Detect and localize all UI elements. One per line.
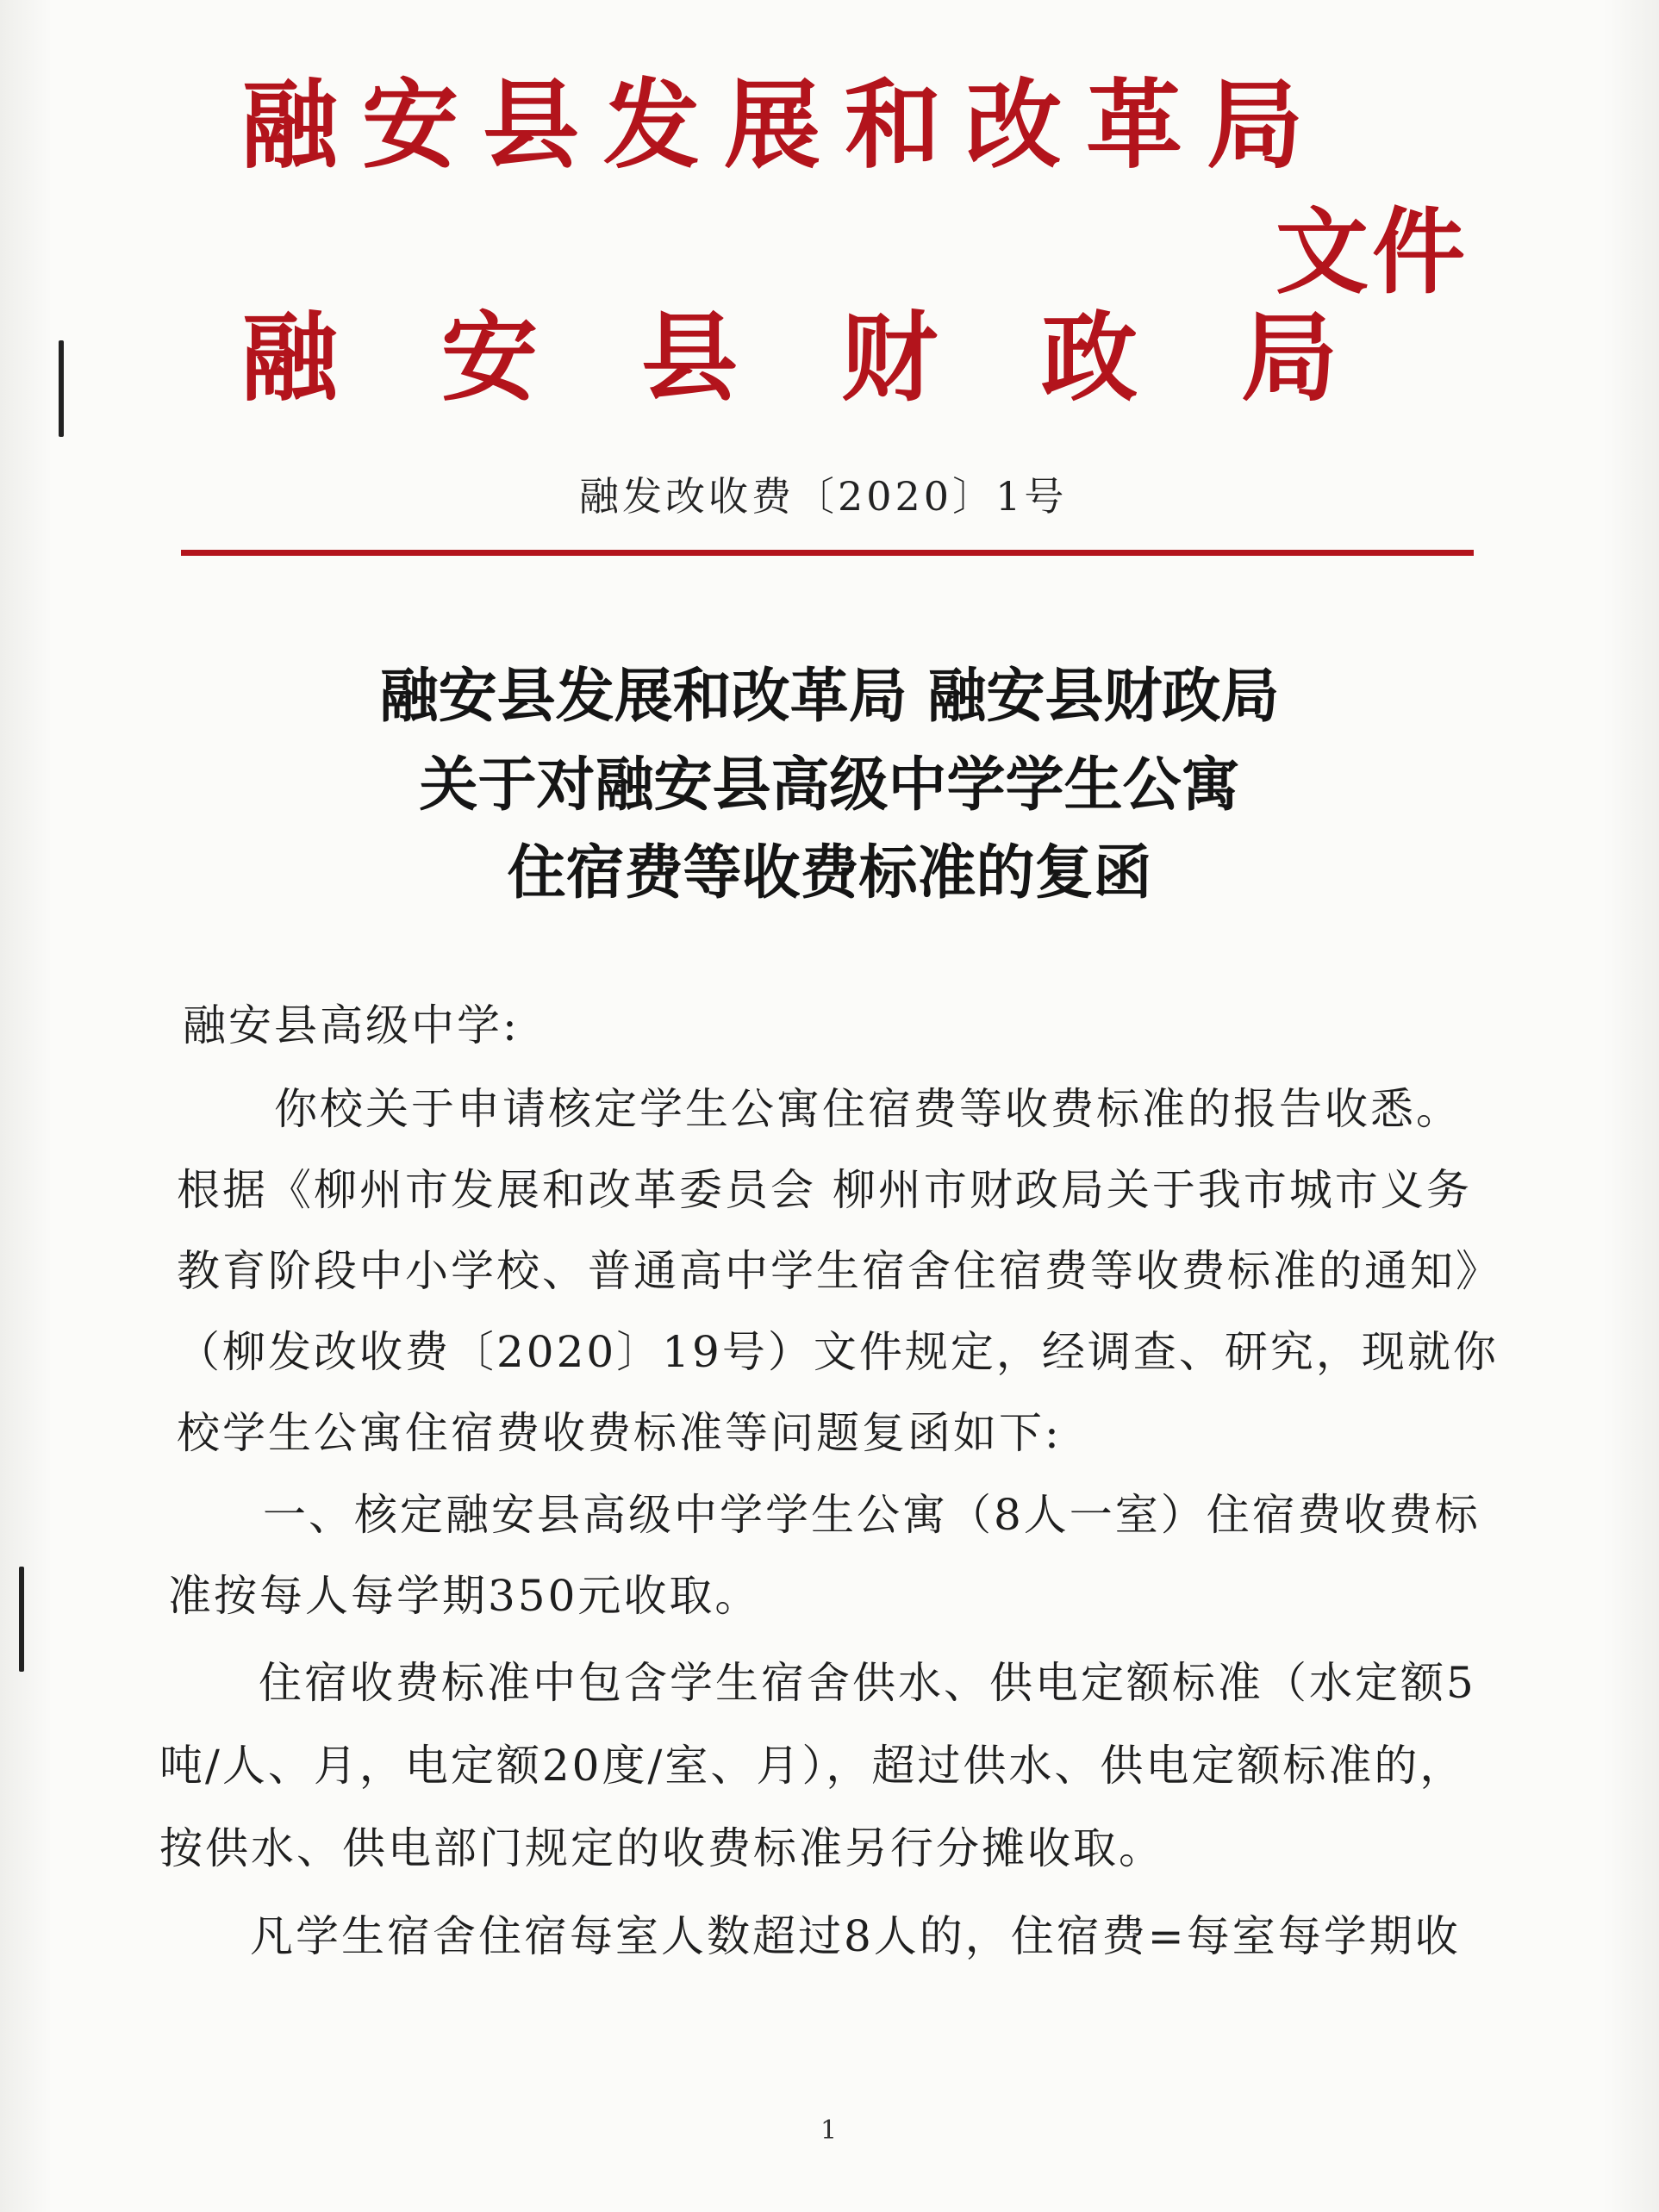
body-line: （柳发改收费〔2020〕19号）文件规定，经调查、研究，现就你	[177, 1327, 1499, 1377]
body-line: 教育阶段中小学校、普通高中学生宿舍住宿费等收费标准的通知》	[177, 1246, 1501, 1296]
red-separator-line	[181, 550, 1474, 556]
document-title-line-3: 住宿费等收费标准的复函	[507, 839, 1152, 907]
body-line: 住宿收费标准中包含学生宿舍供水、供电定额标准（水定额5	[259, 1658, 1476, 1708]
body-line: 吨/人、月，电定额20度/室、月），超过供水、供电定额标准的，	[159, 1741, 1466, 1791]
body-line: 准按每人每学期350元收取。	[168, 1571, 761, 1621]
agency-name-development-reform: 融安县发展和改革局	[241, 70, 1327, 182]
salutation: 融安县高级中学:	[183, 1000, 520, 1050]
document-number: 融发改收费〔2020〕1号	[579, 473, 1068, 520]
document-title-line-2: 关于对融安县高级中学学生公寓	[419, 751, 1240, 819]
agency-name-finance: 融安县财政局	[241, 302, 1441, 414]
page-number: 1	[820, 2115, 838, 2146]
body-line: 你校关于申请核定学生公寓住宿费等收费标准的报告收悉。	[274, 1084, 1462, 1134]
file-label: 文件	[1275, 199, 1469, 307]
body-line: 凡学生宿舍住宿每室人数超过8人的，住宿费=每室每学期收	[250, 1911, 1461, 1961]
body-line: 一、核定融安县高级中学学生公寓（8人一室）住宿费收费标	[263, 1490, 1481, 1540]
document-title-line-1: 融安县发展和改革局 融安县财政局	[379, 663, 1280, 731]
body-line: 校学生公寓住宿费收费标准等问题复函如下:	[177, 1408, 1062, 1458]
body-line: 按供水、供电部门规定的收费标准另行分摊收取。	[159, 1823, 1164, 1873]
binder-mark-top	[59, 340, 64, 437]
binder-mark-bottom	[19, 1567, 24, 1672]
body-line: 根据《柳州市发展和改革委员会 柳州市财政局关于我市城市义务	[177, 1165, 1472, 1215]
